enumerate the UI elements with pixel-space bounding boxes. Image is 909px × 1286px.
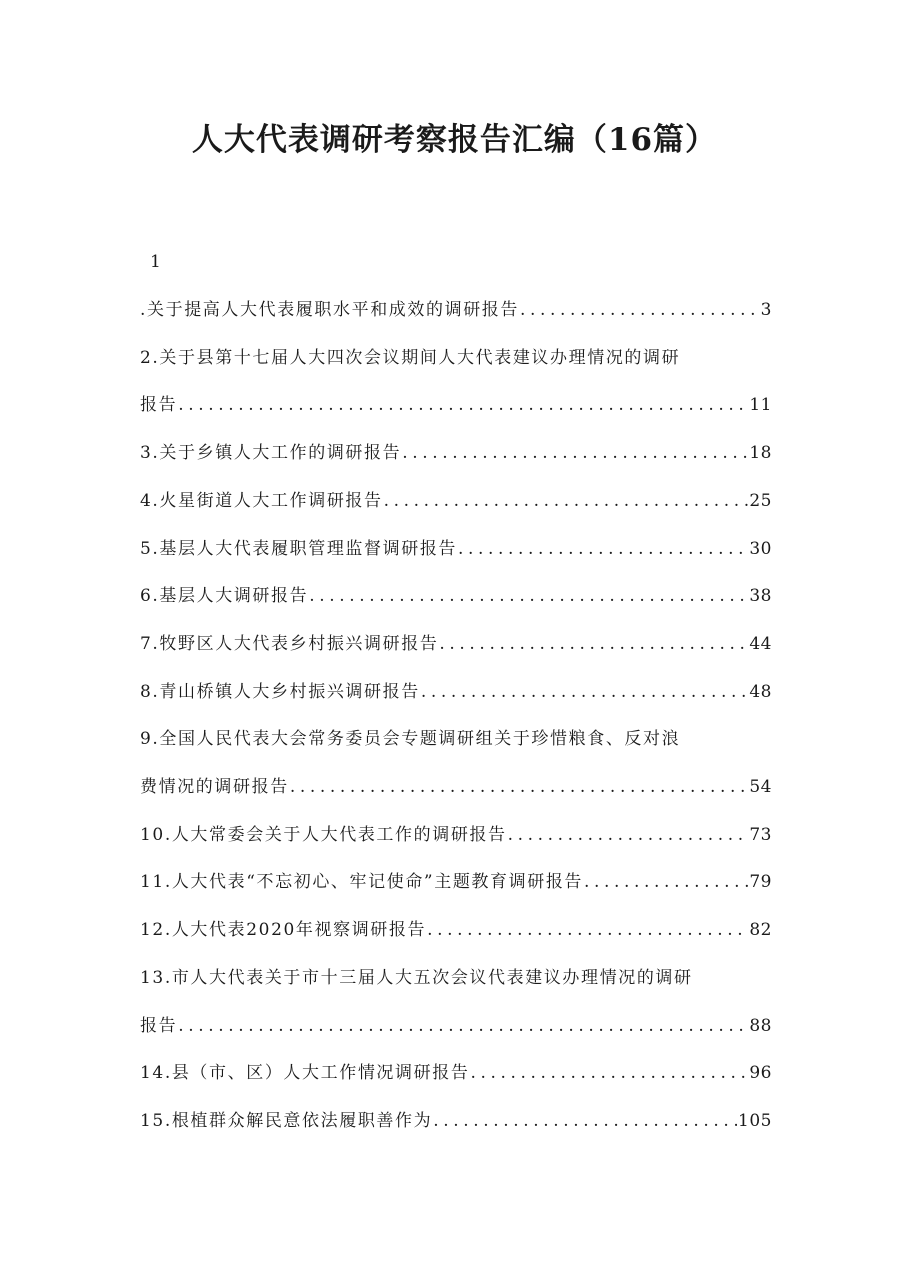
toc-entry-title: 9.全国人民代表大会常务委员会专题调研组关于珍惜粮食、反对浪 [140,729,681,750]
toc-page-number: 11 [749,395,772,416]
toc-dot-leader [290,774,749,800]
toc-entry [140,917,772,943]
toc-entry-title: 13.市人大代表关于市十三届人大五次会议代表建议办理情况的调研 [140,967,693,988]
toc-entry [140,583,772,609]
toc-page-number: 96 [749,1063,772,1084]
toc-dot-leader [433,1108,737,1134]
toc-entry-title: 14.县（市、区）人大工作情况调研报告 [140,1063,470,1084]
toc-dot-leader [439,631,748,657]
toc-page-number: 44 [749,633,772,654]
toc-page-number: 25 [749,490,772,511]
toc-page-number: 88 [749,1015,772,1036]
toc-dot-leader [427,917,748,943]
toc-page-number: 3 [760,300,772,320]
toc-dot-leader [421,679,749,705]
toc-dot-leader [458,536,748,562]
toc-page-number: 48 [749,681,772,702]
toc-entry-title: 4.火星街道人大工作调研报告 [140,490,383,511]
toc-entry [140,536,772,562]
toc-page-number: 79 [749,872,772,893]
toc-entry-title: 3.关于乡镇人大工作的调研报告 [140,443,402,464]
toc-entry [140,392,772,418]
toc-entry [140,1013,772,1039]
toc-entry [140,631,772,657]
toc-entry-title: 报告 [140,395,178,416]
toc-page-number: 18 [749,443,772,464]
toc-entry-title: .关于提高人大代表履职水平和成效的调研报告 [140,300,520,320]
toc-entry [140,774,772,800]
toc-entry [140,297,772,323]
toc-dot-leader [309,583,748,609]
toc-page-number: 54 [749,777,772,797]
toc-dot-leader [402,440,748,466]
toc-entry [140,345,772,371]
document-title: 人大代表调研考察报告汇编（16篇） [191,122,718,158]
toc-entry [140,726,772,752]
toc-entry [140,965,772,991]
toc-entry-title: 10.人大常委会关于人大代表工作的调研报告 [140,824,507,845]
toc-dot-leader [178,1013,748,1039]
toc-dot-leader [178,392,748,418]
toc-entry-title: 2.关于县第十七届人大四次会议期间人大代表建议办理情况的调研 [140,347,681,368]
toc-entry-title: 11.人大代表“不忘初心、牢记使命”主题教育调研报告 [140,872,584,893]
toc-entry [140,1108,772,1134]
toc-page-number: 105 [738,1110,772,1131]
toc-dot-leader [520,297,760,323]
toc-dot-leader [584,869,748,895]
toc-entry-title: 6.基层人大调研报告 [140,586,309,607]
toc-page-number: 82 [749,920,772,941]
toc-entry-title: 7.牧野区人大代表乡村振兴调研报告 [140,633,439,654]
toc-entry [140,1060,772,1086]
toc-dot-leader [470,1060,748,1086]
toc-dot-leader [384,488,749,514]
toc-entry-title: 8.青山桥镇人大乡村振兴调研报告 [140,681,420,702]
toc-entry [140,869,772,895]
toc-page-number: 30 [749,538,772,559]
toc-lead-number: 1 [150,252,161,272]
toc-entry-title: 15.根植群众解民意依法履职善作为 [140,1110,433,1131]
toc-entry [140,440,772,466]
toc-entry-title: 费情况的调研报告 [140,777,289,797]
toc-page-number: 73 [749,824,772,845]
toc-entry-title: 5.基层人大代表履职管理监督调研报告 [140,538,458,559]
toc-entry [140,679,772,705]
toc-entry-title: 报告 [140,1015,178,1036]
toc-entry [140,488,772,514]
toc-page-number: 38 [749,586,772,607]
toc-entry [140,822,772,848]
toc-dot-leader [508,822,749,848]
toc-entry-title: 12.人大代表2020年视察调研报告 [140,920,427,941]
